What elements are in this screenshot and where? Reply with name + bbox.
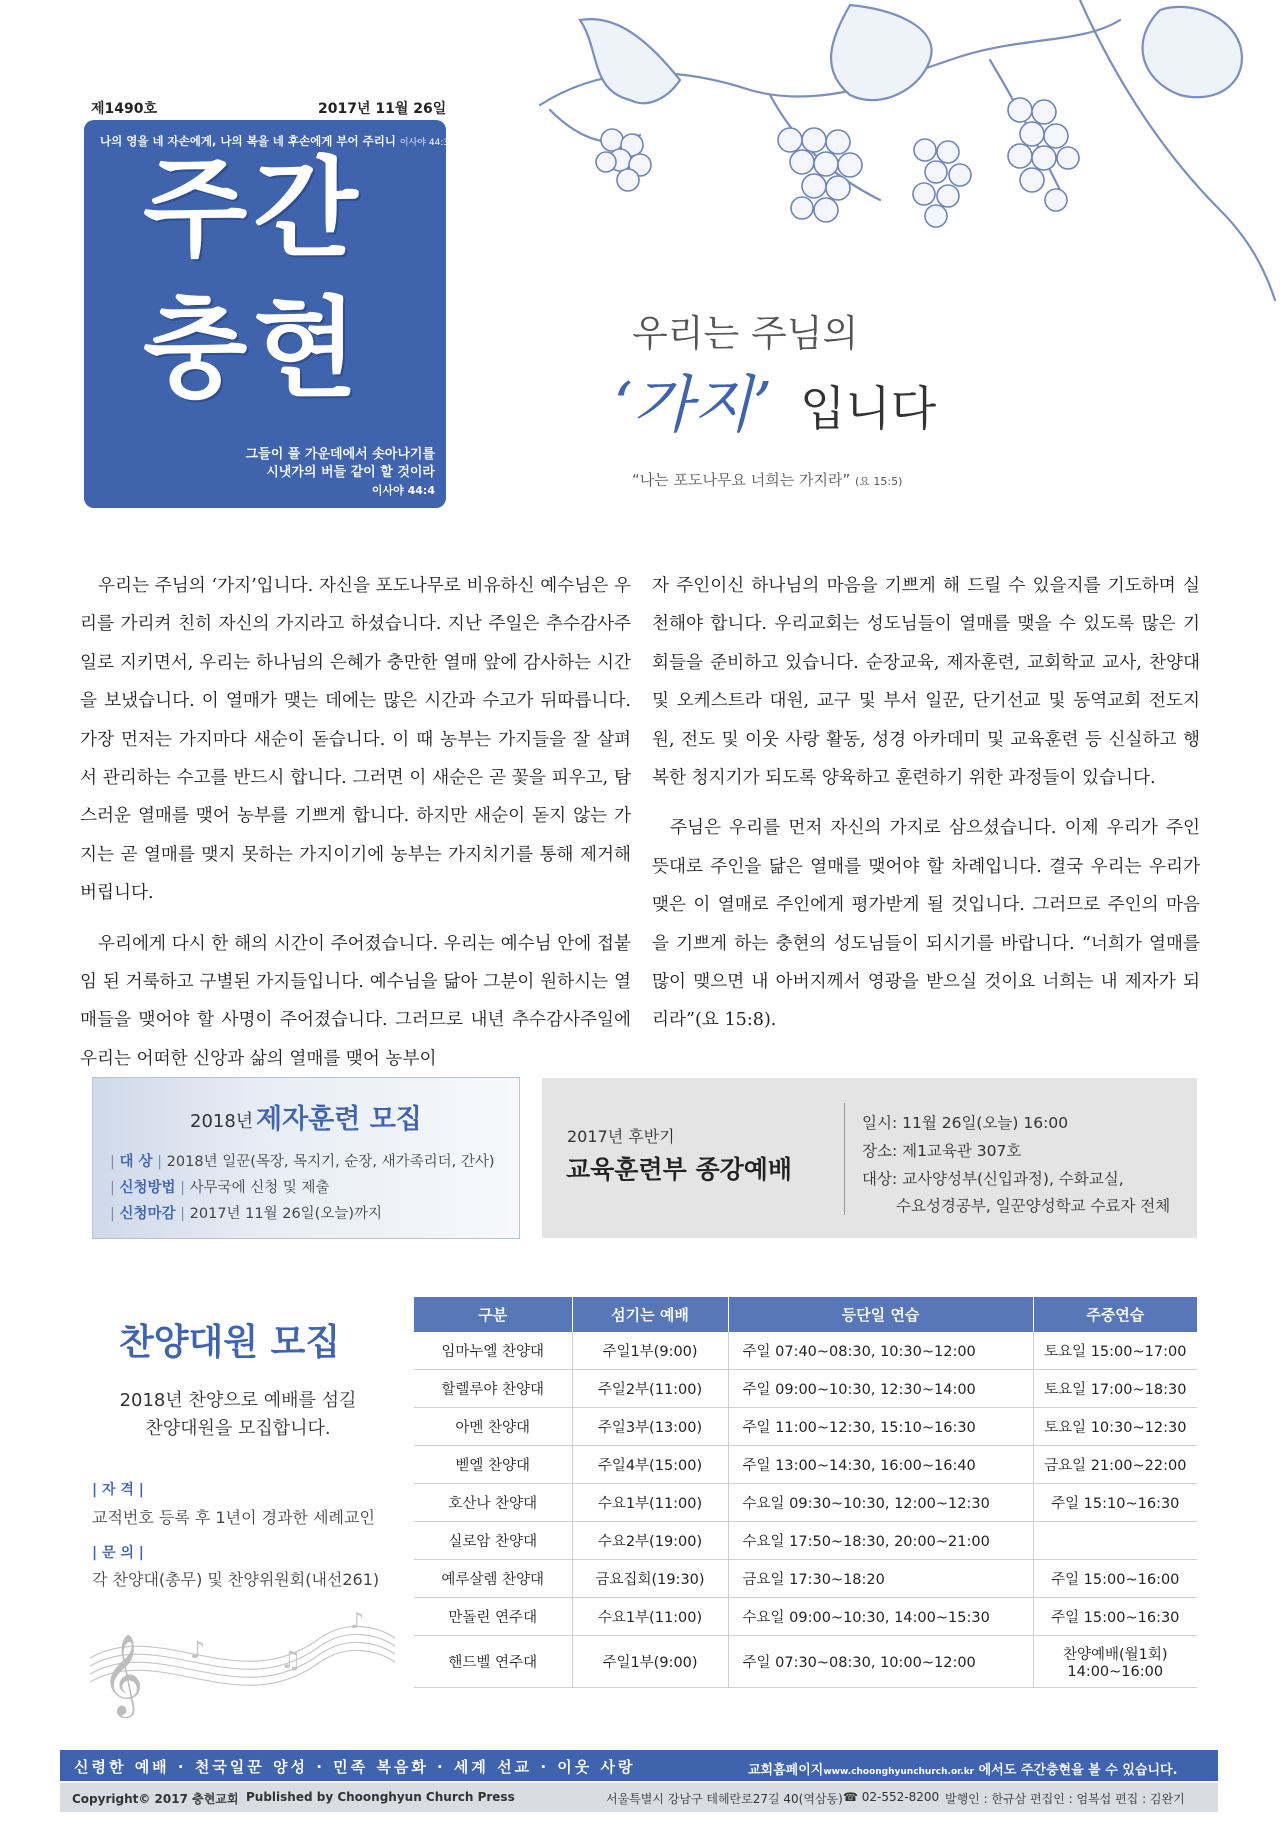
footer-staff: 발행인 : 한규삼 편집인 : 엄복섭 편집 : 김완기 <box>945 1792 1185 1806</box>
disciple-training-title: 제자훈련 모집 <box>256 1104 422 1135</box>
table-row <box>414 1370 1197 1408</box>
headline-line1: 우리는 주님의 <box>632 312 859 355</box>
sched-time: 수요일 09:30~10:30, 12:00~12:30 <box>728 1484 1033 1522</box>
footer-address: 서울특별시 강남구 테헤란로27길 40(역삼동) <box>606 1792 843 1806</box>
service-cell: 주일1부(9:00) <box>572 1636 728 1688</box>
article-paragraph: 주님은 우리를 먼저 자신의 가지로 삼으셨습니다. 이제 우리가 주인 뜻대로 주인을 닮은 열매를 맺어야 할 차례입니다. 결국 우리는 우리가 맺은 이 열매로 주인에게 평가받게 될 것입니다. 그러므로 주인의 마음을 기쁘게 하는 충현의 성도님들이 되시기를 바랍니다. “너희가 열매를 많이 맺으면 내 아버지께서 영광을 받으실 것이요 너희는 내 제자가 되리라”(요 15:8). <box>652 818 1200 1031</box>
choir-recruit-title: 찬양대원 모집 <box>119 1322 341 1363</box>
disciple-row-text: 사무국에 신청 및 제출 <box>189 1180 330 1196</box>
article-paragraph: 우리는 주님의 ‘가지’입니다. 자신을 포도나무로 비유하신 예수님은 우리를 가리켜 친히 자신의 가지라고 하셨습니다. 지난 주일은 추수감사주일로 지키면서, 우리는 하나님의 은혜가 충만한 열매 앞에 감사하는 시간을 보냈습니다. 이 열매가 맺는 데에는 많은 시간과 수고가 뒤따릅니다. 가장 먼저는 가지마다 새순이 돋습니다. 이 때 농부는 가지들을 잘 살펴서 관리하는 수고를 반드시 합니다. 그러면 이 새순은 곧 꽃을 피우고, 탐스러운 열매를 맺어 농부를 기쁘게 합니다. 하지만 새순이 돋지 않는 가지는 곧 열매를 맺지 못하는 가지이기에 농부는 가지치기를 통해 제거해 버립니다. <box>80 576 631 904</box>
table-row <box>414 1560 1197 1598</box>
masthead-top-verse-text: 나의 영을 네 자손에게, 나의 복을 네 후손에게 부어 주리니 <box>100 134 396 148</box>
issue-number: 제1490호 <box>91 101 158 117</box>
headline-line2: 입니다 <box>800 382 937 437</box>
sched-time: 주일 11:00~12:30, 15:10~16:30 <box>728 1408 1033 1446</box>
graduation-title: 교육훈련부 종강예배 <box>566 1155 793 1184</box>
column-header: 구분 <box>414 1297 572 1332</box>
masthead-bottom-verse-line1: 그들이 풀 가운데에서 솟아나기를 <box>245 447 435 462</box>
choir-name-cell: 만돌린 연주대 <box>414 1598 572 1636</box>
table-row <box>414 1598 1197 1636</box>
service-cell: 수요1부(11:00) <box>572 1598 728 1636</box>
disciple-row-text: 2018년 일꾼(목장, 목지기, 순장, 새가족리더, 간사) <box>166 1154 495 1170</box>
choir-inquiry-text: 각 찬양대(총무) 및 찬양위원회(내선261) <box>92 1570 380 1589</box>
article-right-column <box>652 567 1200 1040</box>
disciple-training-year: 2018년 <box>190 1111 254 1132</box>
service-cell: 수요2부(19:00) <box>572 1522 728 1560</box>
sched-time: 금요일 17:30~18:20 <box>728 1560 1033 1598</box>
choir-name-cell: 아멘 찬양대 <box>414 1408 572 1446</box>
grape-vine-illustration <box>520 0 1280 310</box>
choir-name-cell: 할렐루야 찬양대 <box>414 1370 572 1408</box>
table-row <box>414 1484 1197 1522</box>
article-left-column <box>80 567 631 1078</box>
choir-desc-line2: 찬양대원을 모집합니다. <box>145 1418 331 1439</box>
choir-name-cell: 핸드벨 연주대 <box>414 1636 572 1688</box>
graduation-place: 장소: 제1교육관 307호 <box>862 1142 1022 1160</box>
svg-text:♪: ♪ <box>190 1636 206 1664</box>
service-cell: 금요집회(19:30) <box>572 1560 728 1598</box>
weekday-practice-cell: 찬양예배(월1회) 14:00~16:00 <box>1033 1636 1197 1688</box>
headline-highlight-word: ‘가지’ <box>613 368 773 441</box>
service-cell: 주일2부(11:00) <box>572 1370 728 1408</box>
graduation-target-cont: 수요성경공부, 일꾼양성학교 수료자 전체 <box>896 1197 1171 1215</box>
footer-web-suffix: 에서도 주간충현을 볼 수 있습니다. <box>978 1763 1178 1778</box>
table-header-row <box>414 1297 1197 1332</box>
graduation-divider <box>844 1103 845 1215</box>
choir-recruit-description <box>88 1387 388 1443</box>
footer-website-note <box>748 1759 1178 1778</box>
weekday-practice-cell: 주일 15:00~16:30 <box>1033 1598 1197 1636</box>
weekday-practice-cell: 주일 15:00~16:00 <box>1033 1560 1197 1598</box>
weekday-practice-cell: 주일 15:10~16:30 <box>1033 1484 1197 1522</box>
newsletter-title-line2: 충현 <box>143 287 364 412</box>
choir-name-cell: 실로암 찬양대 <box>414 1522 572 1560</box>
footer-web-prefix: 교회홈페이지 <box>748 1763 824 1778</box>
service-cell: 주일1부(9:00) <box>572 1332 728 1370</box>
headline-verse-ref: (요 15:5) <box>855 475 903 488</box>
headline-verse <box>632 469 902 490</box>
sched-time: 수요일 17:50~18:30, 20:00~21:00 <box>728 1522 1033 1560</box>
masthead-bottom-verse-ref: 이사야 44:4 <box>371 484 435 497</box>
choir-inquiry-label: | 문 의 | <box>92 1545 144 1561</box>
footer-publisher: Published by Choonghyun Church Press <box>246 1790 515 1804</box>
choir-qualification-label-text: 자 격 <box>102 1482 134 1498</box>
disciple-row-target: | 대 상 | 2018년 일꾼(목장, 목지기, 순장, 새가족리더, 간사) <box>110 1154 495 1170</box>
masthead-top-verse-ref: 이사야 44:3하 <box>399 138 458 148</box>
footer-motto: 신령한 예배 · 천국일꾼 양성 · 민족 복음화 · 세계 선교 · 이웃 사랑 <box>74 1758 636 1776</box>
choir-name-cell: 임마누엘 찬양대 <box>414 1332 572 1370</box>
table-row <box>414 1446 1197 1484</box>
footer-phone: ☎ 02-552-8200 <box>843 1790 940 1804</box>
service-cell: 수요1부(11:00) <box>572 1484 728 1522</box>
masthead-bottom-verse <box>140 446 435 500</box>
choir-name-cell: 호산나 찬양대 <box>414 1484 572 1522</box>
disciple-row-label: 대 상 <box>119 1154 153 1170</box>
disciple-row-method: | 신청방법 | 사무국에 신청 및 제출 <box>110 1180 330 1196</box>
column-header: 등단일 연습 <box>728 1297 1033 1332</box>
weekday-practice-cell: 토요일 17:00~18:30 <box>1033 1370 1197 1408</box>
footer-copyright: Copyright© 2017 충현교회 <box>72 1792 239 1806</box>
article-paragraph: 자 주인이신 하나님의 마음을 기쁘게 해 드릴 수 있을지를 기도하며 실천해야 합니다. 우리교회는 성도님들이 열매를 맺을 수 있도록 많은 기회들을 준비하고 있습니다. 순장교육, 제자훈련, 교회학교 교사, 찬양대 및 오케스트라 대원, 교구 및 부서 일꾼, 단기선교 및 동역교회 전도지원, 전도 및 이웃 사랑 활동, 성경 아카데미 및 교육훈련 등 신실하고 행복한 청지기가 되도록 양육하고 훈련하기 위한 과정들이 있습니다. <box>652 576 1200 789</box>
graduation-target: 대상: 교사양성부(신입과정), 수화교실, <box>862 1170 1124 1188</box>
table-row <box>414 1636 1197 1688</box>
newsletter-title-line1: 주간 <box>143 147 364 272</box>
svg-text:♪: ♪ <box>350 1609 365 1634</box>
weekday-practice-cell <box>1033 1522 1197 1560</box>
disciple-row-deadline: | 신청마감 | 2017년 11월 26일(오늘)까지 <box>110 1206 383 1222</box>
table-row <box>414 1522 1197 1560</box>
choir-schedule-table <box>414 1297 1197 1688</box>
weekday-practice-cell: 토요일 15:00~17:00 <box>1033 1332 1197 1370</box>
headline-verse-text: “나는 포도나무요 너희는 가지라” <box>632 471 851 489</box>
choir-inquiry-label-text: 문 의 <box>102 1545 134 1561</box>
choir-name-cell: 벧엘 찬양대 <box>414 1446 572 1484</box>
music-staff-illustration <box>80 1598 400 1718</box>
disciple-row-text: 2017년 11월 26일(오늘)까지 <box>189 1206 383 1222</box>
sched-time: 주일 13:00~14:30, 16:00~16:40 <box>728 1446 1033 1484</box>
table-row <box>414 1332 1197 1370</box>
sched-time: 주일 07:40~08:30, 10:30~12:00 <box>728 1332 1033 1370</box>
choir-qualification-text: 교적번호 등록 후 1년이 경과한 세례교인 <box>92 1508 375 1527</box>
service-cell: 주일4부(15:00) <box>572 1446 728 1484</box>
disciple-row-label: 신청방법 <box>119 1180 176 1196</box>
choir-qualification-label: | 자 격 | <box>92 1482 144 1498</box>
service-cell: 주일3부(13:00) <box>572 1408 728 1446</box>
masthead-bottom-verse-line2: 시냇가의 버들 같이 할 것이라 <box>266 465 435 480</box>
column-header: 주중연습 <box>1033 1297 1197 1332</box>
sched-time: 수요일 09:00~10:30, 14:00~15:30 <box>728 1598 1033 1636</box>
table-row <box>414 1408 1197 1446</box>
sched-time: 주일 07:30~08:30, 10:00~12:00 <box>728 1636 1033 1688</box>
svg-text:𝄞: 𝄞 <box>102 1633 144 1715</box>
weekday-practice-cell: 금요일 21:00~22:00 <box>1033 1446 1197 1484</box>
svg-text:♫: ♫ <box>280 1646 302 1674</box>
graduation-term: 2017년 후반기 <box>567 1127 675 1146</box>
graduation-date: 일시: 11월 26일(오늘) 16:00 <box>862 1114 1069 1132</box>
choir-desc-line1: 2018년 찬양으로 예배를 섬길 <box>119 1390 357 1411</box>
footer-website-link[interactable]: www.choonghyunchurch.or.kr <box>823 1767 975 1777</box>
issue-date: 2017년 11월 26일 <box>318 101 447 117</box>
disciple-row-label: 신청마감 <box>119 1206 176 1222</box>
sched-time: 주일 09:00~10:30, 12:30~14:00 <box>728 1370 1033 1408</box>
weekday-practice-cell: 토요일 10:30~12:30 <box>1033 1408 1197 1446</box>
column-header: 섬기는 예배 <box>572 1297 728 1332</box>
choir-name-cell: 예루살렘 찬양대 <box>414 1560 572 1598</box>
article-paragraph: 우리에게 다시 한 해의 시간이 주어졌습니다. 우리는 예수님 안에 접붙임 된 거룩하고 구별된 가지들입니다. 예수님을 닮아 그분이 원하시는 열매들을 맺어야 할 사명이 주어졌습니다. 그러므로 내년 추수감사주일에 우리는 어떠한 신앙과 삶의 열매를 맺어 농부이 <box>80 933 631 1069</box>
